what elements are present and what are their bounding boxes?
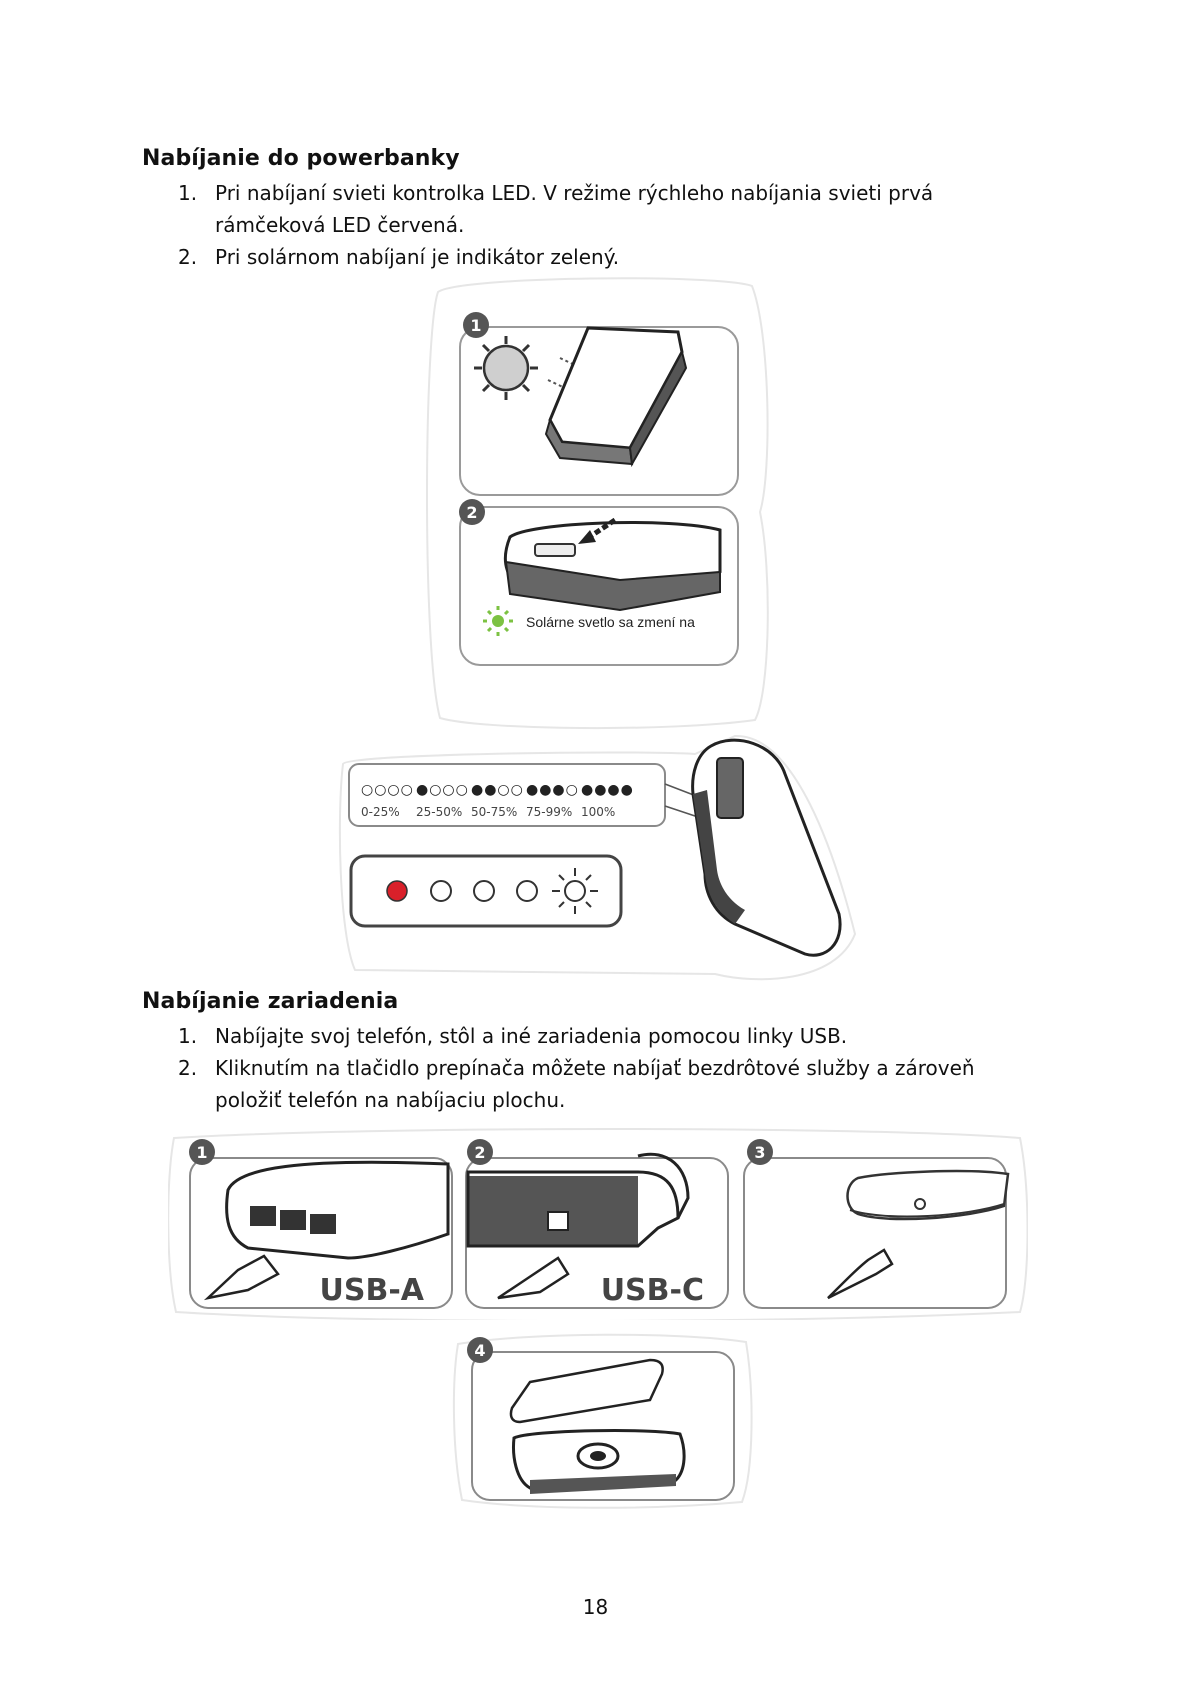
battery-level-label: 100% <box>581 805 616 819</box>
solar-charging-figure <box>420 272 776 732</box>
page-number: 18 <box>582 1595 609 1619</box>
led-icon <box>517 881 537 901</box>
svg-text:2: 2 <box>466 503 478 522</box>
list-item: 1. Pri nabíjaní svieti kontrolka LED. V režime rýchleho nabíjania svieti prvá rámčeková LED červená. <box>178 181 934 237</box>
svg-text:4: 4 <box>474 1341 486 1360</box>
device-charging-list <box>142 1020 1042 1116</box>
battery-level-label: 25-50% <box>416 805 463 819</box>
led-icon <box>474 881 494 901</box>
solar-caption: Solárne svetlo sa zmení na <box>526 614 695 630</box>
svg-text:1: 1 <box>196 1143 208 1162</box>
svg-text:3: 3 <box>754 1143 766 1162</box>
battery-level-dots: ●○○○ <box>416 782 469 798</box>
powerbank-side-illustration <box>505 520 720 610</box>
battery-level-dots: ●●●● <box>581 782 634 798</box>
list-item: 2. Kliknutím na tlačidlo prepínača môžete nabíjať bezdrôtové služby a zároveň položiť telefón na nabíjaciu plochu. <box>178 1056 975 1112</box>
red-led-icon <box>387 881 407 901</box>
list-item: 2. Pri solárnom nabíjaní je indikátor zelený. <box>178 245 620 269</box>
led-icon <box>431 881 451 901</box>
wireless-charging-figure <box>450 1330 756 1510</box>
list-item: 1. Nabíjajte svoj telefón, stôl a iné zariadenia pomocou linky USB. <box>178 1024 848 1048</box>
powerbank-charging-list <box>142 177 1042 273</box>
sun-icon <box>474 336 538 400</box>
section-heading-charging-powerbank: Nabíjanie do powerbanky <box>142 146 460 171</box>
usb-a-label: USB-A <box>319 1273 424 1308</box>
battery-level-dots: ●●○○ <box>471 782 524 798</box>
led-status-figure <box>335 734 865 984</box>
battery-level-dots: ●●●○ <box>526 782 579 798</box>
usb-charging-figure <box>168 1128 1028 1320</box>
svg-text:1: 1 <box>470 316 482 335</box>
battery-level-label: 50-75% <box>471 805 518 819</box>
svg-text:2: 2 <box>474 1143 486 1162</box>
usb-c-label: USB-C <box>600 1273 704 1308</box>
battery-level-label: 0-25% <box>361 805 400 819</box>
battery-level-dots: ○○○○ <box>361 782 414 798</box>
battery-level-label: 75-99% <box>526 805 573 819</box>
section-heading-charging-device: Nabíjanie zariadenia <box>142 989 399 1014</box>
